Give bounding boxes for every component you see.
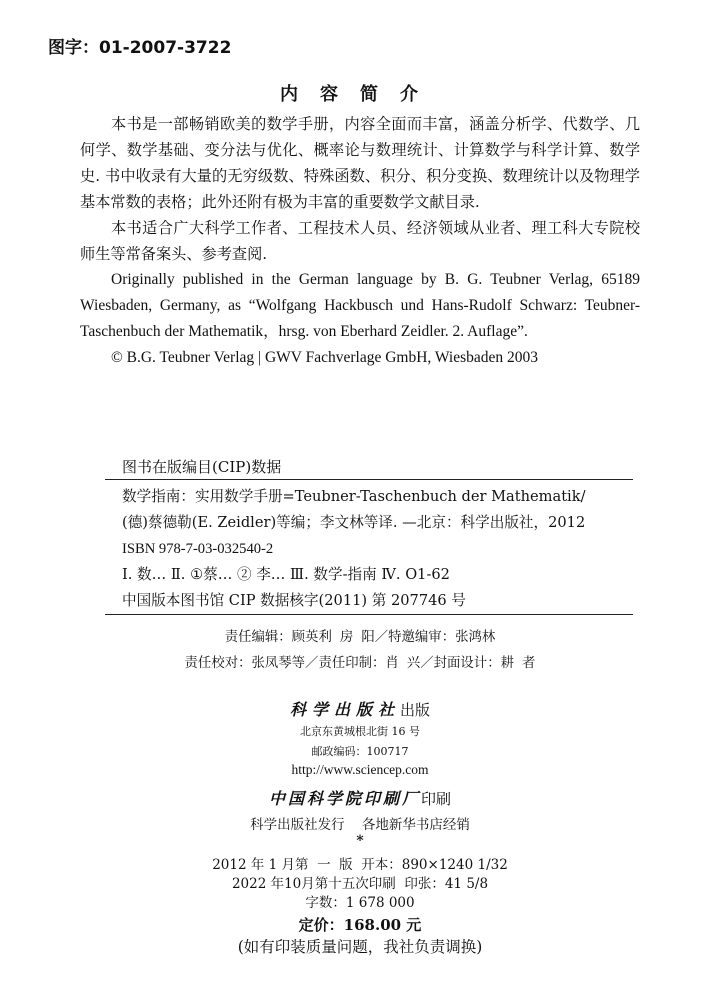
cip-record-number: 中国版本图书馆 CIP 数据核字(2011) 第 207746 号	[122, 592, 466, 609]
intro-section	[80, 111, 640, 371]
separator-star: *	[356, 833, 364, 849]
printer-suffix: 印刷	[421, 790, 452, 808]
intro-paragraph-2: 本书适合广大科学工作者、工程技术人员、经济领域从业者、理工科大专院校师生等常备案头、参考查阅.	[80, 219, 640, 263]
imprint-printing: 2022 年10月第十五次印刷 印张：41 5/8	[231, 876, 489, 892]
cip-bottom-rule	[105, 614, 633, 615]
intro-copyright-line: © B.G. Teubner Verlag | GWV Fachverlage GmbH, Wiesbaden 2003	[111, 349, 538, 366]
imprint-edition: 2012 年 1 月第 一 版 开本：890×1240 1/32	[212, 857, 508, 873]
price: 定价：168.00 元	[298, 916, 422, 934]
intro-title: 内容简介	[280, 84, 440, 105]
publisher-postcode: 邮政编码：100717	[311, 745, 409, 758]
cip-block	[122, 484, 622, 614]
cip-isbn: ISBN 978-7-03-032540-2	[122, 541, 274, 557]
publisher-address: 北京东黄城根北街 16 号	[300, 725, 420, 738]
editorial-staff-line-2: 责任校对：张凤琴等／责任印制：肖 兴／封面设计：耕 者	[184, 656, 536, 671]
cip-classification: Ⅰ. 数… Ⅱ. ①蔡… ② 李… Ⅲ. 数学-指南 Ⅳ. O1-62	[122, 566, 450, 583]
imprint-word-count: 字数：1 678 000	[305, 895, 415, 911]
publisher-website: http://www.sciencep.com	[291, 762, 429, 777]
intro-paragraph-original-publication: Originally published in the German language by B. G. Teubner Verlag, 65189 Wiesbaden, Germany, as “Wolfgang Hackbusch und Hans-Rudolf Schwarz: Teubner-Taschenbuch der Mathematik，hrsg. von Eberhard Zeidler. 2. Auflage”.	[80, 271, 640, 340]
cip-line-1: 数学指南：实用数学手册=Teubner-Taschenbuch der Mathematik/	[122, 488, 586, 505]
editorial-staff-line-1: 责任编辑：顾英利 房 阳／特邀编审：张鸿林	[224, 630, 496, 645]
printer-line	[0, 786, 720, 809]
printer-name: 中国科学院印刷厂	[268, 789, 421, 808]
copyright-permit-number: 图字：01-2007-3722	[48, 38, 232, 58]
distribution-line: 科学出版社发行 各地新华书店经销	[250, 817, 470, 833]
publisher-suffix: 出版	[400, 701, 431, 719]
publisher-line	[0, 697, 720, 720]
cip-top-rule	[105, 479, 633, 480]
cip-line-2: (德)蔡德勒(E. Zeidler)等编；李文林等译. —北京：科学出版社，2012	[122, 514, 586, 531]
publisher-name: 科学出版社	[289, 700, 400, 719]
intro-paragraph-1: 本书是一部畅销欧美的数学手册，内容全面而丰富，涵盖分析学、代数学、几何学、数学基础、变分法与优化、概率论与数理统计、计算数学与科学计算、数学史. 书中收录有大量的无穷级数、特殊函数、积分、积分变换、数理统计以及物理学基本常数的表格；此外还附有极为丰富的重要数学文献目录.	[80, 115, 640, 211]
cip-title: 图书在版编目(CIP)数据	[122, 458, 282, 476]
quality-notice: (如有印装质量问题，我社负责调换)	[237, 938, 483, 956]
